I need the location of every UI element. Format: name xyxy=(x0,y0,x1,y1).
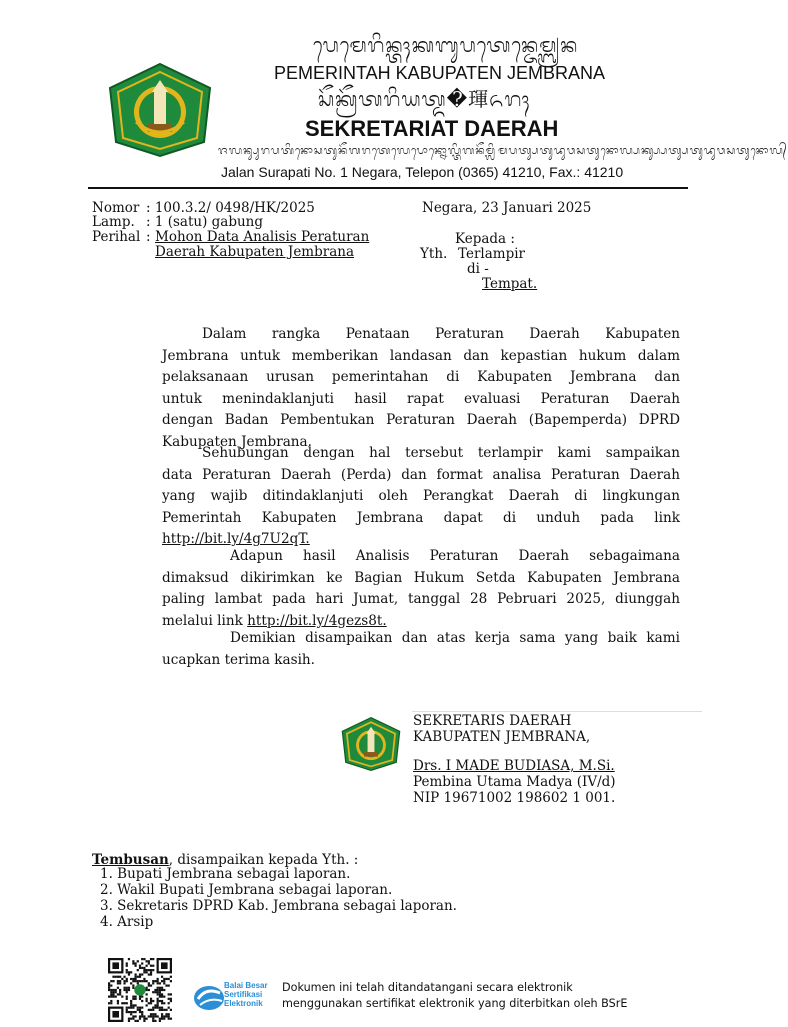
signature-logo xyxy=(340,716,402,772)
bsre-line-1: Balai Besar xyxy=(224,981,268,990)
p2-line-3: yang wajib ditindaklanjuti oleh Perangkat Daerah di lingkungan xyxy=(162,488,680,505)
p1-line-6: Kabupaten Jembrana. xyxy=(162,433,312,450)
p4-line-2: ucapkan terima kasih. xyxy=(162,651,316,668)
signer-title-2: KABUPATEN JEMBRANA, xyxy=(413,729,591,745)
dept-name: SEKRETARIAT DAERAH xyxy=(305,116,559,141)
perihal-line-1: Mohon Data Analisis Peraturan xyxy=(155,229,370,245)
perda-data-link[interactable]: http://bit.ly/4g7U2qT. xyxy=(162,531,310,548)
bsre-logo xyxy=(192,980,278,1016)
nomor-label: Nomor xyxy=(92,200,140,216)
perihal-colon: : xyxy=(146,229,151,245)
p2-line-2: data Peraturan Daerah (Perda) dan format analisa Peraturan Daerah xyxy=(162,466,680,483)
header-rule xyxy=(88,187,688,189)
signer-title-1: SEKRETARIS DAERAH xyxy=(413,713,572,729)
signer-rank: Pembina Utama Madya (IV/d) xyxy=(413,774,616,790)
p1-line-2: Jembrana untuk memberikan landasan dan kepastian hukum dalam xyxy=(162,347,680,364)
balinese-script-line-3: ᬚᬮᬦ᭄ᬲᬸᬭᬧᬢᬶᬦᭀᬲᬢᬸᬦᭂᬕᬭᬢᬾᬮᬾᬧᭀᬦ᭄ᬦᭀᬮ᭄ᬢᬶᬕᬦᭂᬫ᭄ᬮᬶᬫᬧᬢ᭄ᬲᬢᬸᬤᬸᬯᬲᬢᬸᬦᭀᬮ᭄ᬧᬓ᭄ᬲ᭄ᬧᬢ᭄ᬲᬢᬸᬤᬸᬯᬲᬢᬸᬦᭀᬮ᭄ xyxy=(218,144,788,157)
paragraph-3 xyxy=(162,546,680,632)
p1-line-4: untuk menindaklanjuti hasil rapat evaluasi Peraturan Daerah xyxy=(162,390,680,407)
tempat-label: Tempat. xyxy=(482,276,538,292)
balinese-script-line-2: ᬲᭂᬓ᭄ᬭᭂᬢᬭᬶᬬᬢ᭄ᬤ�琿ᬏᬭᬄ xyxy=(318,87,531,111)
signer-nip: NIP 19671002 198602 1 001. xyxy=(413,790,616,806)
cc-label: Tembusan xyxy=(92,852,169,868)
p3-line-2: dimaksud dikirimkan ke Bagian Hukum Setda Kabupaten Jembrana xyxy=(162,569,680,586)
bsre-line-3: Elektronik xyxy=(224,999,263,1008)
place-date: Negara, 23 Januari 2025 xyxy=(422,200,592,216)
paragraph-1 xyxy=(162,324,680,454)
esign-notice-1: Dokumen ini telah ditandatangani secara elektronik xyxy=(282,981,573,994)
perihal-label: Perihal xyxy=(92,229,141,245)
address: Jalan Surapati No. 1 Negara, Telepon (0365) 41210, Fax.: 41210 xyxy=(221,164,624,180)
letterhead xyxy=(0,0,788,190)
paragraph-4 xyxy=(162,628,680,671)
p3-line-1: Adapun hasil Analisis Peraturan Daerah sebagaimana xyxy=(230,548,680,564)
p4-line-1: Demikian disampaikan dan atas kerja sama yang baik kami xyxy=(230,630,680,646)
p1-line-1: Dalam rangka Penataan Peraturan Daerah Kabupaten xyxy=(202,326,680,342)
signer-name: Drs. I MADE BUDIASA, M.Si. xyxy=(413,758,615,774)
bsre-line-2: Sertifikasi xyxy=(224,990,263,999)
lamp-label: Lamp. xyxy=(92,214,135,230)
p2-line-1: Sehubungan dengan hal tersebut terlampir kami sampaikan xyxy=(202,445,680,461)
cc-intro: , disampaikan kepada Yth. : xyxy=(168,852,359,868)
cc-item-2: 2. Wakil Bupati Jembrana sebagai laporan. xyxy=(100,882,393,898)
jembrana-logo xyxy=(106,62,214,158)
lamp-value: : 1 (satu) gabung xyxy=(146,214,264,230)
qr-code xyxy=(108,958,172,1022)
org-name: PEMERINTAH KABUPATEN JEMBRANA xyxy=(274,63,606,83)
cc-item-1: 1. Bupati Jembrana sebagai laporan. xyxy=(100,866,351,882)
p1-line-5: dengan Badan Pembentukan Peraturan Daerah (Bapemperda) DPRD xyxy=(162,412,680,429)
paragraph-2 xyxy=(162,443,680,551)
balinese-script-line-1: ᬧᬾᬫᬾᬭᬶᬦ᭄ᬢᬄᬓᬩᬸᬧᬢᬾᬦ᭄ᬚᬾᬫ᭄ᬩ᭄ᬭᬦ xyxy=(313,33,579,57)
kepada-label: Kepada : xyxy=(455,231,515,247)
cc-item-3: 3. Sekretaris DPRD Kab. Jembrana sebagai laporan. xyxy=(100,898,457,914)
upload-link[interactable]: http://bit.ly/4gezs8t. xyxy=(247,612,387,629)
p3-line-3: paling lambat pada hari Jumat, tanggal 28 Pebruari 2025, diunggah xyxy=(162,591,680,608)
perihal-line-2: Daerah Kabupaten Jembrana xyxy=(155,244,354,260)
di-label: di - xyxy=(467,261,489,277)
p1-line-3: pelaksanaan urusan pemerintahan di Kabupaten Jembrana dan xyxy=(162,369,680,386)
cc-item-4: 4. Arsip xyxy=(100,914,154,930)
recipient: Terlampir xyxy=(458,246,525,262)
signature-divider xyxy=(412,711,702,712)
esign-notice-2: menggunakan sertifikat elektronik yang diterbitkan oleh BSrE xyxy=(282,997,628,1010)
nomor-value: : 100.3.2/ 0498/HK/2025 xyxy=(146,200,315,216)
p2-line-4: Pemerintah Kabupaten Jembrana dapat di unduh pada link xyxy=(162,509,680,526)
yth-label: Yth. xyxy=(420,246,448,262)
p3-last-prefix: melalui link xyxy=(162,612,248,629)
